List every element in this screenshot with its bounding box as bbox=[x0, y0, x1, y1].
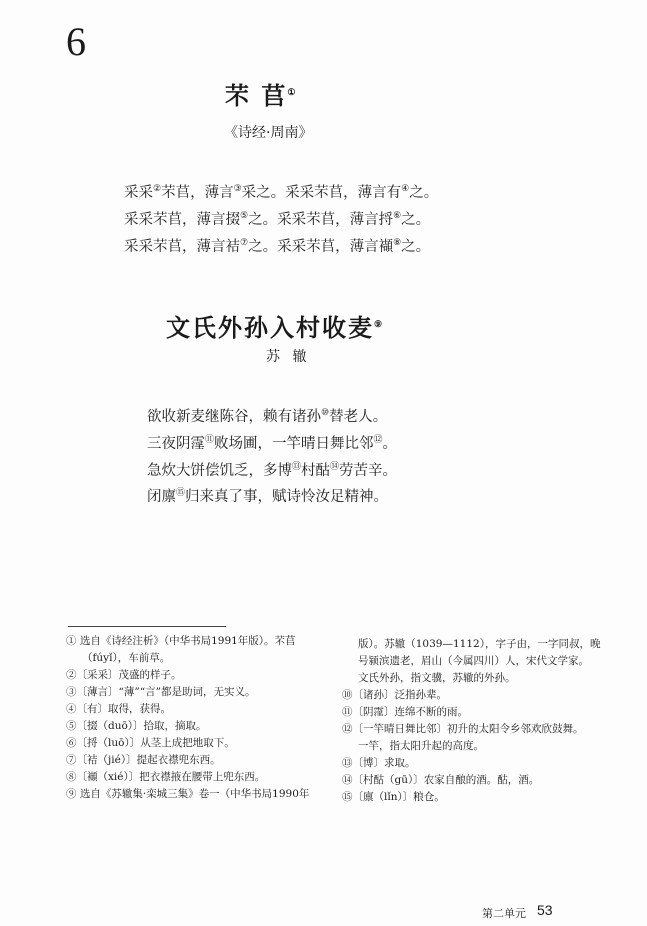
footnote-line: 号颍滨遗老，眉山（今属四川）人，宋代文学家。 bbox=[358, 655, 589, 667]
poem-text: 采采芣苢，薄言掇 bbox=[124, 211, 240, 228]
poem-text: 之。 bbox=[401, 211, 431, 228]
footnotes-left bbox=[66, 633, 309, 803]
poem-text: 。 bbox=[382, 435, 398, 452]
footnote-ref: ⑩ bbox=[321, 408, 330, 418]
footnote-ref: ① bbox=[287, 88, 298, 98]
footnote-line: 文氏外孙，指文骥，苏辙的外孙。 bbox=[358, 672, 516, 684]
poem-text: 三夜阴霪 bbox=[147, 435, 205, 452]
poem-text: 归来真了事，赋诗怜汝足精神。 bbox=[185, 489, 389, 506]
poem2-author: 苏 辙 bbox=[266, 349, 311, 365]
poem2-title-text: 文氏外孙入村收麦 bbox=[166, 313, 374, 342]
footnote-line: ⑤〔掇（duō）〕拾取，摘取。 bbox=[66, 720, 207, 732]
footnote-line: ① 选自《诗经注析》（中华书局1991年版）。芣苢 bbox=[66, 635, 296, 647]
footnote-line: （fúyǐ），车前草。 bbox=[82, 652, 171, 664]
footnote-ref: ⑫ bbox=[373, 434, 383, 445]
poem-text: 采采芣苢，薄言袺 bbox=[124, 238, 240, 255]
footnote-ref: ⑮ bbox=[176, 488, 186, 499]
poem1-body bbox=[124, 178, 438, 258]
footer-unit: 第二单元 bbox=[482, 907, 526, 920]
poem1-source: 《诗经·周南》 bbox=[224, 125, 313, 141]
poem-text: 村酤 bbox=[301, 462, 331, 479]
footnote-ref: ⑦ bbox=[240, 237, 249, 248]
footnote-line: ③〔薄言〕“薄”“言”都是助词，无实义。 bbox=[66, 686, 256, 698]
poem-text: 败场圃，一竿晴日舞比邻 bbox=[214, 435, 374, 452]
footnote-line: ⑦〔袺（jié）〕提起衣襟兜东西。 bbox=[66, 754, 221, 766]
footnote-ref: ⑭ bbox=[330, 461, 340, 472]
footnote-line: ②〔采采〕茂盛的样子。 bbox=[66, 669, 182, 681]
poem-text: 采采 bbox=[124, 184, 153, 201]
poem-text: 急炊大饼偿饥乏，多博 bbox=[147, 462, 292, 479]
footnote-line: 一竿，指太阳升起的高度。 bbox=[358, 740, 484, 752]
poem-line bbox=[147, 429, 397, 456]
footnote-line: ⑭〔村酤（gū）〕农家自酿的酒。酤，酒。 bbox=[342, 774, 540, 786]
footnote-line: ⑥〔捋（luō）〕从茎上成把地取下。 bbox=[66, 737, 235, 749]
footnote-ref: ② bbox=[153, 184, 162, 194]
poem2-title bbox=[166, 308, 384, 343]
page-number: 53 bbox=[537, 902, 553, 918]
poem2-body bbox=[147, 402, 397, 509]
lesson-number: 6 bbox=[66, 19, 86, 64]
footnote-ref: ⑪ bbox=[205, 434, 215, 445]
poem-line bbox=[147, 402, 397, 429]
footnote-ref: ⑨ bbox=[374, 320, 385, 330]
poem-text: 劳苦辛。 bbox=[339, 462, 398, 479]
poem-text: 之。采采芣苢，薄言捋 bbox=[248, 211, 394, 228]
poem-text: 闭廪 bbox=[147, 489, 176, 506]
poem-text: 欲收新麦继陈谷，赖有诸孙 bbox=[147, 408, 321, 425]
poem-text: 采之。采采芣苢，薄言有 bbox=[241, 184, 402, 201]
footnote-ref: ⑥ bbox=[393, 210, 402, 221]
footnote-ref: ③ bbox=[233, 184, 242, 194]
footnotes-right bbox=[342, 636, 600, 806]
poem-line bbox=[147, 456, 397, 483]
poem1-title bbox=[225, 76, 297, 111]
footnote-line: ⑩〔诸孙〕泛指孙辈。 bbox=[342, 689, 447, 701]
footnote-line: ⑨ 选自《苏辙集·栾城三集》卷一（中华书局1990年 bbox=[66, 788, 310, 800]
footnote-line: ④〔有〕取得，获得。 bbox=[66, 703, 171, 715]
poem-text: 之。 bbox=[401, 238, 431, 255]
footnote-ref: ⑬ bbox=[292, 461, 302, 472]
footnote-line: 版）。苏辙（1039—1112），字子由，一字同叔，晚 bbox=[358, 638, 601, 650]
poem-line bbox=[147, 482, 397, 509]
poem-text: 之。采采芣苢，薄言襭 bbox=[248, 238, 394, 255]
footnote-ref: ⑤ bbox=[240, 210, 249, 221]
footnote-divider bbox=[68, 626, 226, 627]
poem-text: 替老人。 bbox=[329, 408, 388, 425]
footnote-line: ⑧〔襭（xié）〕把衣襟掖在腰带上兜东西。 bbox=[66, 771, 266, 783]
footnote-line: ⑫〔一竿晴日舞比邻〕初升的太阳令乡邻欢欣鼓舞。 bbox=[342, 723, 584, 735]
footnote-line: ⑪〔阴霪〕连绵不断的雨。 bbox=[342, 706, 468, 718]
poem-text: 芣苢，薄言 bbox=[161, 184, 234, 201]
poem1-title-text: 芣 苢 bbox=[225, 81, 288, 110]
poem-line bbox=[124, 178, 438, 205]
footnote-line: ⑮〔廪（lǐn）〕粮仓。 bbox=[342, 791, 445, 803]
poem-line bbox=[124, 205, 438, 232]
poem-line bbox=[124, 232, 438, 259]
footnote-ref: ④ bbox=[401, 184, 410, 194]
footnote-ref: ⑧ bbox=[393, 237, 402, 248]
poem-text: 之。 bbox=[409, 184, 439, 201]
footnote-line: ⑬〔博〕求取。 bbox=[342, 757, 416, 769]
